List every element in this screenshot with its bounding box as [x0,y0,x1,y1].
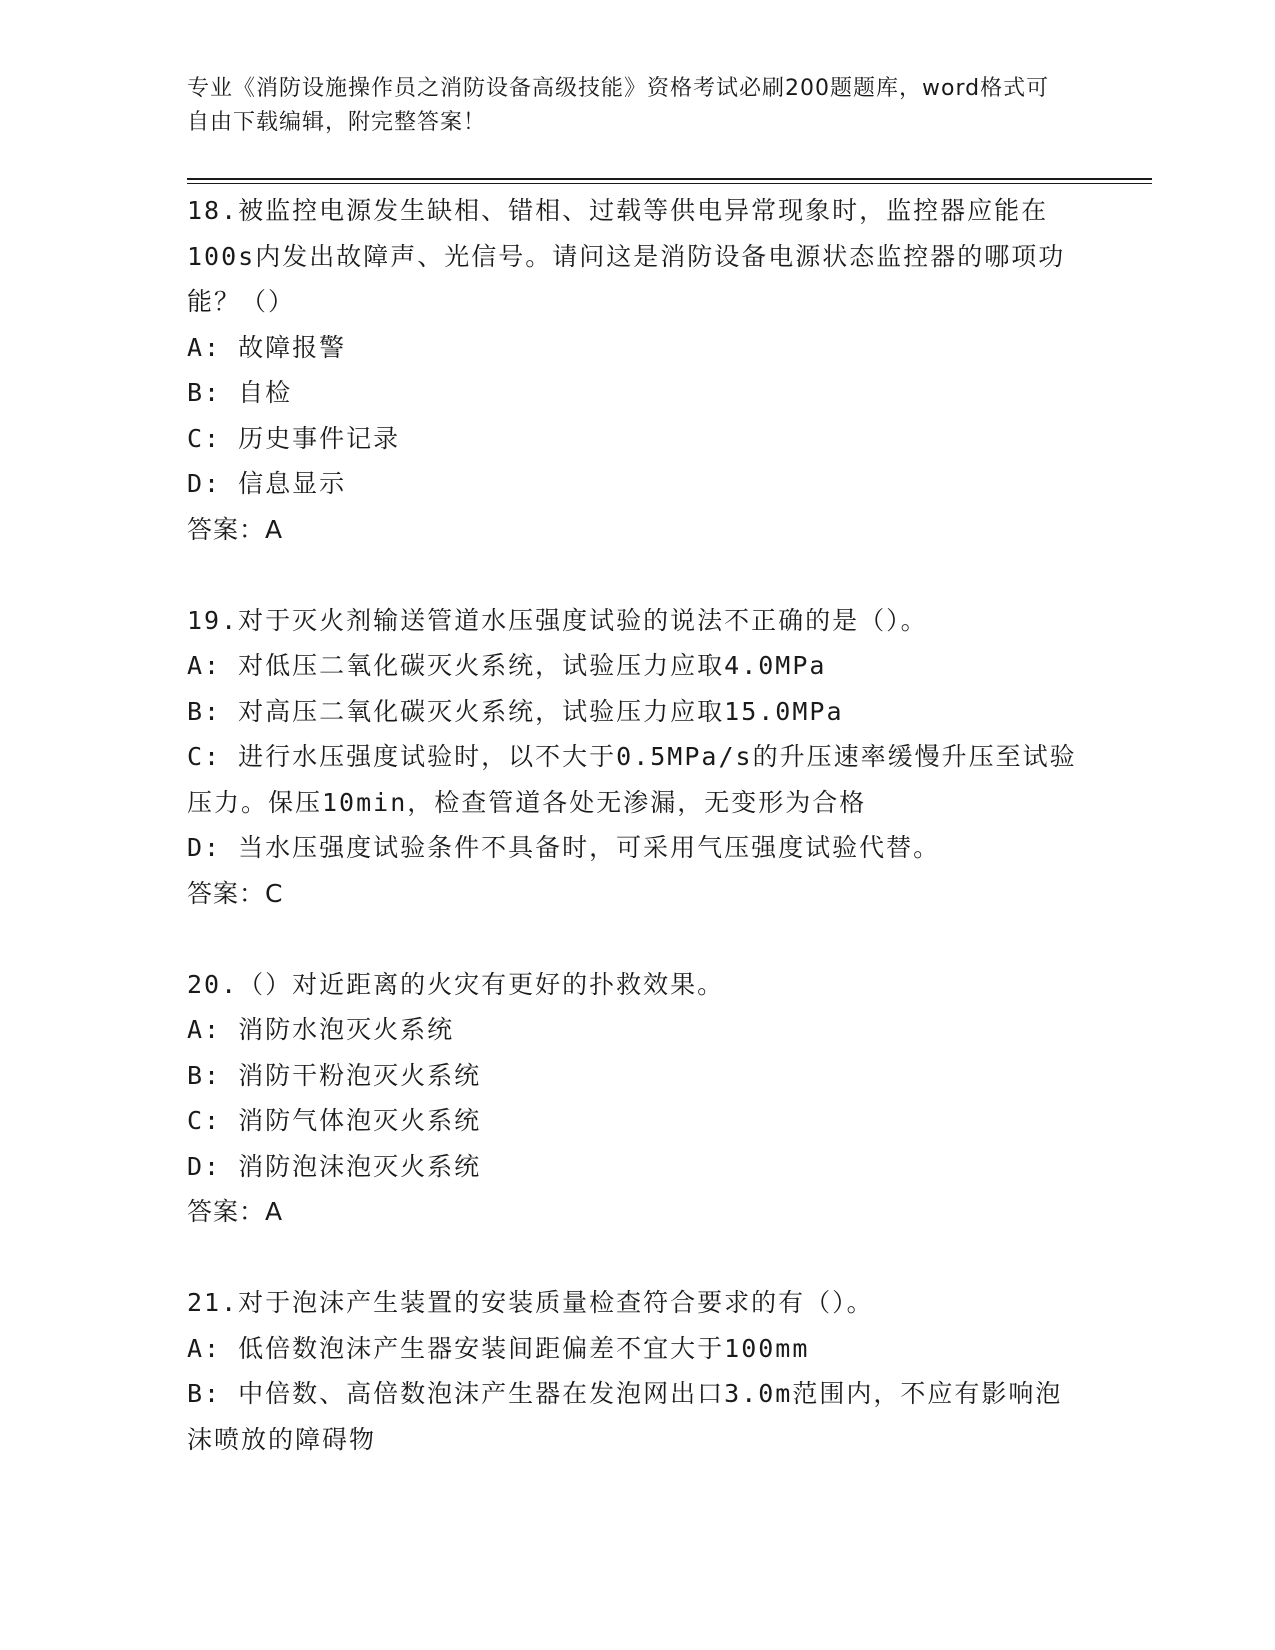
option-c: C: 进行水压强度试验时，以不大于0.5MPa/s的升压速率缓慢升压至试验压力。保压10min，检查管道各处无渗漏，无变形为合格 [187,742,1077,817]
answer: 答案：A [187,1197,284,1226]
option-b: B: 自检 [187,378,293,407]
option-b: B: 消防干粉泡灭火系统 [187,1060,482,1090]
question-21 [187,1280,1087,1462]
option-c: C: 历史事件记录 [187,423,401,453]
question-stem: 21.对于泡沫产生装置的安装质量检查符合要求的有（）。 [187,1288,874,1317]
answer: 答案：A [187,514,284,544]
question-19 [187,598,1087,917]
option-d: D: 信息显示 [187,469,347,498]
question-stem: 18.被监控电源发生缺相、错相、过载等供电异常现象时，监控器应能在100s内发出故障声、光信号。请问这是消防设备电源状态监控器的哪项功能？（） [187,196,1066,316]
question-stem: 19.对于灭火剂输送管道水压强度试验的说法不正确的是（）。 [187,605,928,635]
option-c: C: 消防气体泡灭火系统 [187,1106,482,1135]
option-a: A: 低倍数泡沫产生器安装间距偏差不宜大于100mm [187,1333,810,1363]
option-a: A: 消防水泡灭火系统 [187,1015,455,1044]
question-stem: 20.（）对近距离的火灾有更好的扑救效果。 [187,969,725,999]
option-a: A: 对低压二氧化碳灭火系统，试验压力应取4.0MPa [187,651,827,680]
spacer [187,552,1087,598]
option-b: B: 对高压二氧化碳灭火系统，试验压力应取15.0MPa [187,696,844,726]
spacer [187,916,1087,962]
header-rule-thick [187,178,1152,180]
answer: 答案：C [187,878,284,908]
question-list [187,188,1087,1462]
option-b: B: 中倍数、高倍数泡沫产生器在发泡网出口3.0m范围内，不应有影响泡沫喷放的障碍物 [187,1379,1063,1454]
option-d: D: 消防泡沫泡灭火系统 [187,1151,482,1181]
option-a: A: 故障报警 [187,332,347,362]
question-20 [187,962,1087,1235]
header-rule-thin [187,183,1152,184]
option-d: D: 当水压强度试验条件不具备时，可采用气压强度试验代替。 [187,833,941,862]
document-header: 专业《消防设施操作员之消防设备高级技能》资格考试必刷200题题库，word格式可自由下载编辑，附完整答案！ [187,76,1050,135]
question-18 [187,188,1087,552]
spacer [187,1235,1087,1281]
